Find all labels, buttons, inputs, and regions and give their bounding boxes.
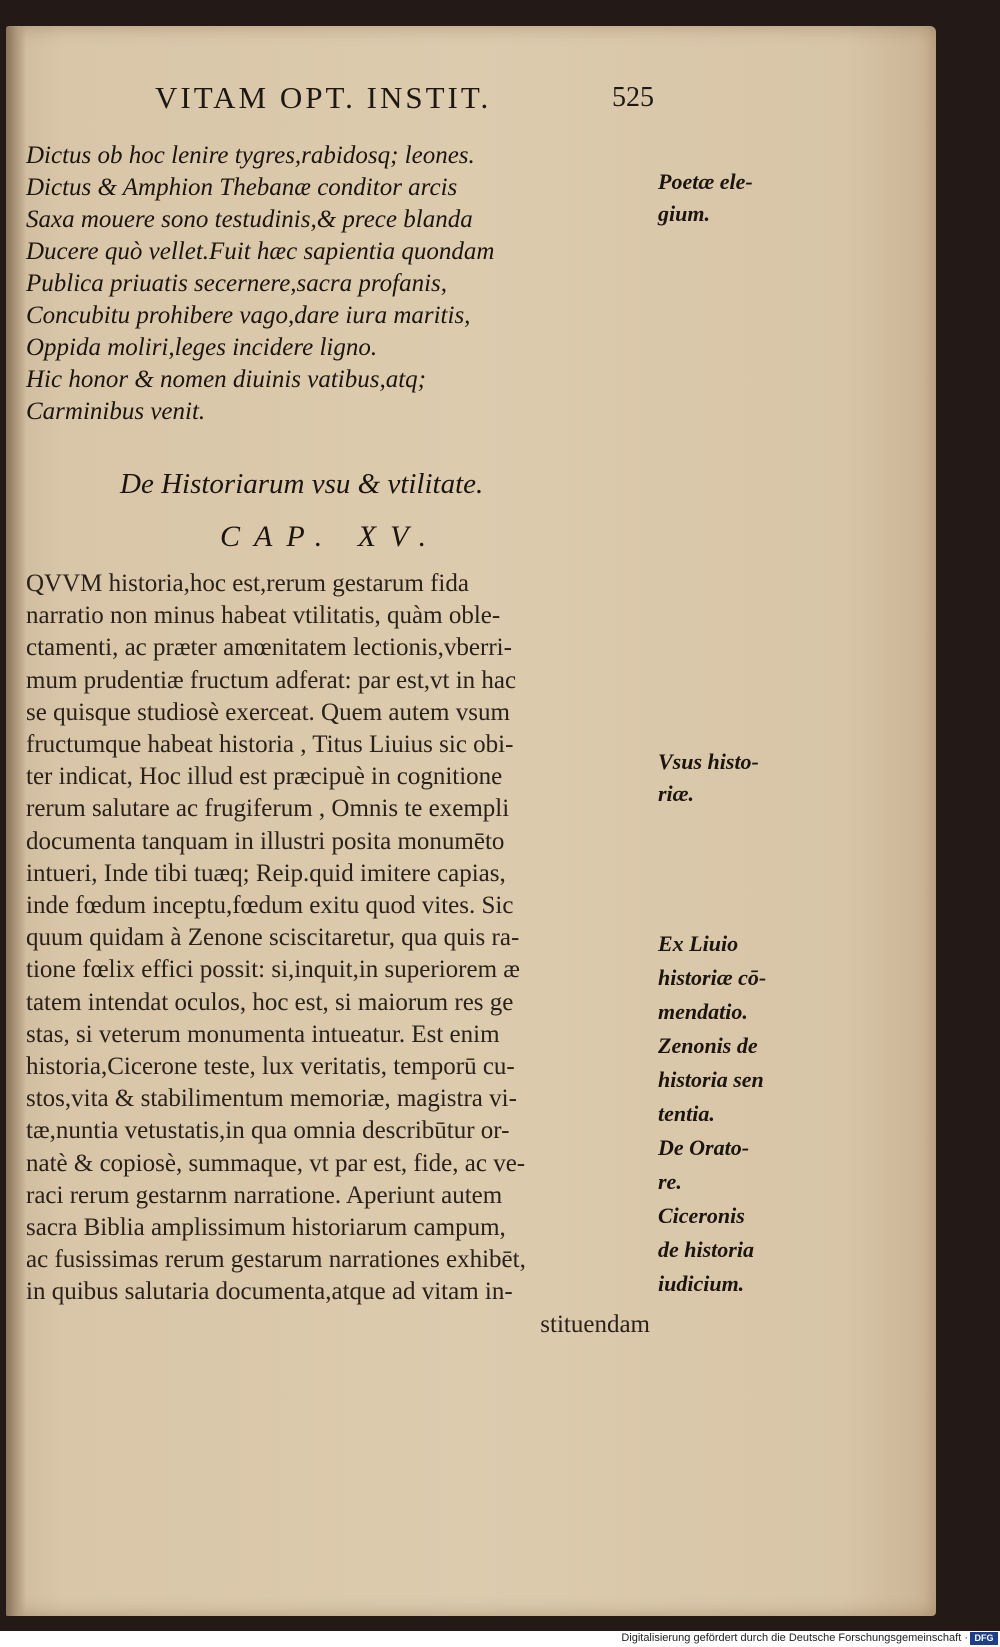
text-line: ac fusissimas rerum gestarum narrationes exhibēt, (26, 1246, 526, 1274)
section-title: De Historiarum vsu & vtilitate. (120, 468, 484, 500)
funding-credit: Digitalisierung gefördert durch die Deutsche Forschungsgemeinschaft · (621, 1632, 968, 1644)
text-line: se quisque studiosè exerceat. Quem autem vsum (26, 698, 510, 726)
text-line: stas, si veterum monumenta intueatur. Est enim (26, 1020, 500, 1048)
text-line: tatem intendat oculos, hoc est, si maiorum res ge (26, 988, 514, 1016)
text-line: fructumque habeat historia , Titus Liuius sic obi- (26, 731, 514, 759)
verse-line: Saxa mouere sono testudinis,& prece blanda (26, 206, 473, 233)
marginal-note: Ciceronis (658, 1203, 745, 1228)
text-line: ter indicat, Hoc illud est præcipuè in cognitione (26, 763, 503, 791)
marginal-note: tentia. (658, 1101, 715, 1126)
text-line: natè & copiosè, summaque, vt par est, fide, ac ve- (26, 1149, 526, 1177)
text-line: sacra Biblia amplissimum historiarum campum, (26, 1214, 506, 1242)
body-text (26, 568, 650, 1341)
text-line: raci rerum gestarnm narratione. Aperiunt autem (26, 1181, 503, 1209)
marginal-note: riæ. (658, 781, 695, 806)
verse-line: Carminibus venit. (26, 398, 206, 425)
text-line: narratio non minus habeat vtilitatis, quàm oble- (26, 602, 501, 630)
marginal-note: historia sen (658, 1067, 764, 1092)
text-line: quum quidam à Zenone sciscitaretur, qua quis ra- (26, 924, 520, 952)
marginal-note: re. (658, 1169, 682, 1194)
marginal-note: Poetæ ele- (658, 169, 753, 194)
verse-line: Publica priuatis secernere,sacra profanis, (26, 270, 448, 297)
page-number: 525 (612, 82, 654, 113)
verse-line: Dictus ob hoc lenire tygres,rabidosq; leones. (26, 142, 475, 169)
text-line: rerum salutare ac frugiferum , Omnis te exempli (26, 795, 510, 823)
footer-bar (0, 1631, 1000, 1647)
text-line: mum prudentiæ fructum adferat: par est,vt in hac (26, 666, 517, 694)
marginal-note: Zenonis de (658, 1033, 758, 1058)
text-line: QVVM historia,hoc est,rerum gestarum fida (26, 570, 469, 597)
marginal-note: iudicium. (658, 1271, 745, 1296)
text-line: ctamenti, ac præter amœnitatem lectionis,vberri- (26, 634, 512, 662)
marginal-note: gium. (658, 201, 710, 226)
marginal-note: Ex Liuio (658, 931, 739, 956)
verse-line: Dictus & Amphion Thebanæ conditor arcis (26, 174, 458, 201)
text-line: tæ,nuntia vetustatis,in qua omnia describūtur or- (26, 1117, 510, 1145)
text-line: inde fœdum inceptu,fœdum exitu quod vites. Sic (26, 892, 514, 920)
text-line: tione fœlix effici possit: si,inquit,in superiorem æ (26, 956, 520, 984)
marginal-note: De Orato- (658, 1135, 750, 1160)
verse-line: Oppida moliri,leges incidere ligno. (26, 334, 378, 361)
page-spine-shadow (6, 26, 26, 1616)
text-line: documenta tanquam in illustri posita monumēto (26, 827, 505, 855)
text-line: historia,Cicerone teste, lux veritatis, temporū cu- (26, 1053, 515, 1081)
marginal-note: mendatio. (658, 999, 748, 1024)
verse-block (26, 140, 494, 428)
marginal-note: Vsus histo- (658, 749, 759, 774)
chapter-heading: CAP. XV. (220, 520, 441, 553)
marginal-note: historiæ cō- (658, 965, 767, 990)
dfg-logo: DFG (970, 1632, 998, 1645)
text-line: intueri, Inde tibi tuæq; Reip.quid imitere capias, (26, 859, 506, 887)
running-title: VITAM OPT. INSTIT. (155, 80, 492, 115)
catchword: stituendam (540, 1310, 650, 1338)
verse-line: Ducere quò vellet.Fuit hæc sapientia quondam (26, 238, 495, 265)
verse-line: Concubitu prohibere vago,dare iura maritis, (26, 302, 471, 329)
text-line: stos,vita & stabilimentum memoriæ, magistra vi- (26, 1085, 517, 1113)
text-line: in quibus salutaria documenta,atque ad vitam in- (26, 1278, 513, 1306)
verse-line: Hic honor & nomen diuinis vatibus,atq; (26, 366, 426, 393)
marginal-note: de historia (658, 1237, 754, 1262)
